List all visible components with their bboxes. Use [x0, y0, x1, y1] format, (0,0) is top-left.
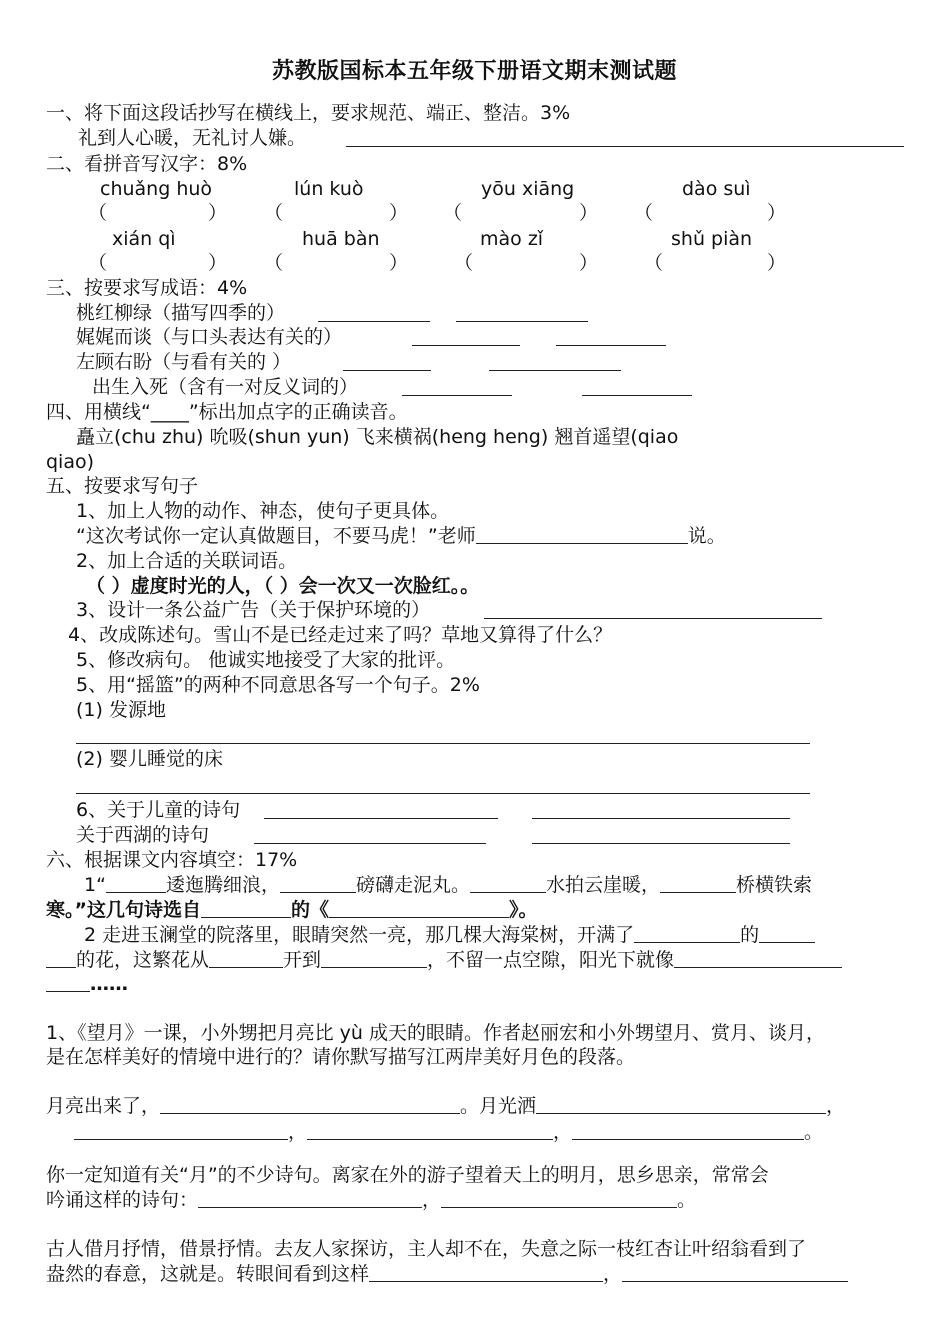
answer-blank[interactable]: [634, 924, 740, 943]
answer-paren-open: （: [264, 252, 284, 274]
answer-paren-open: （: [454, 252, 474, 274]
section-5-heading: 五、按要求写句子: [46, 475, 199, 497]
text: 逶迤腾细浪，: [165, 874, 280, 896]
answer-line[interactable]: [254, 843, 486, 844]
answer-blank[interactable]: [198, 1189, 422, 1208]
text: ，: [826, 1095, 846, 1117]
answer-line[interactable]: [76, 793, 810, 794]
answer-line[interactable]: [76, 743, 810, 744]
section-1-heading: 一、将下面这段话抄写在横线上，要求规范、端正、整洁。3%: [46, 102, 571, 124]
moon-fill-1: [46, 1094, 845, 1118]
question-5-6a: 6、关于儿童的诗句: [76, 799, 241, 821]
answer-blank[interactable]: [74, 1121, 288, 1140]
haitang-line-1: [84, 923, 815, 947]
answer-blank[interactable]: [307, 1121, 553, 1140]
answer-blank[interactable]: [476, 525, 688, 544]
text: 的花，这繁花从: [76, 949, 210, 971]
pinyin-item: yōu xiāng: [481, 178, 575, 200]
answer-line[interactable]: [532, 818, 790, 819]
pinyin-item: mào zǐ: [480, 228, 544, 250]
idiom-prompt: 娓娓而谈（与口头表达有关的）: [76, 326, 343, 348]
sentence-expand: [76, 524, 726, 548]
answer-blank[interactable]: [329, 899, 509, 918]
answer-blank[interactable]: [209, 949, 283, 968]
pinyin-item: chuǎng huò: [100, 178, 213, 200]
section-4-heading: 四、用横线“____”标出加点字的正确读音。: [46, 401, 408, 423]
last-para-2: [46, 1262, 848, 1286]
question-5-1: 1、加上人物的动作、神态，使句子更具体。: [76, 500, 450, 522]
pinyin-item: xián qì: [112, 228, 176, 250]
haitang-line-2: [46, 948, 842, 972]
section-2-heading: 二、看拼音写汉字：8%: [46, 153, 248, 175]
moon-intro-2: 是在怎样美好的情境中进行的？请你默写描写江两岸美好月色的段落。: [46, 1046, 636, 1068]
answer-paren-close: ）: [389, 202, 409, 224]
answer-blank[interactable]: [106, 874, 166, 893]
pinyin-item: shǔ piàn: [671, 228, 753, 250]
text: 吟诵这样的诗句：: [46, 1189, 199, 1211]
pronunciation-items-wrap: qiao): [46, 451, 95, 473]
text: 。月光洒: [460, 1095, 537, 1117]
text: 开到: [283, 949, 322, 971]
answer-blank[interactable]: [660, 874, 736, 893]
text: 桥横铁索: [735, 874, 812, 896]
text: 水拍云崖暖，: [545, 874, 660, 896]
text: 盎然的春意，这就是。转眼间看到这样: [46, 1263, 370, 1285]
text: ，不留一点空隙，阳光下就像: [427, 949, 675, 971]
pinyin-item: huā bàn: [302, 228, 380, 250]
answer-blank[interactable]: [622, 1263, 848, 1282]
copy-source-text: [78, 126, 306, 150]
poem-fill-line: [84, 873, 812, 897]
text: 磅礴走泥丸。: [355, 874, 470, 896]
answer-line[interactable]: [456, 321, 588, 322]
section-6-heading: 六、根据课文内容填空：17%: [46, 849, 298, 871]
text: 》。: [509, 899, 538, 921]
answer-line[interactable]: [484, 618, 822, 619]
question-5-5: 5、修改病句。 他诚实地接受了大家的批评。: [76, 649, 456, 671]
haitang-line-3: [46, 972, 128, 996]
answer-paren-open: （: [88, 202, 108, 224]
answer-line[interactable]: [412, 345, 520, 346]
moon-intro-1: 1、《望月》一课，小外甥把月亮比 yù 成天的眼睛。作者赵丽宏和小外甥望月、赏月、谈月，: [46, 1022, 825, 1044]
meaning-1: (1) 发源地: [76, 699, 166, 721]
page-title: 苏教版国标本五年级下册语文期末测试题: [272, 59, 678, 84]
text: 1“: [84, 874, 106, 896]
question-5-5b: 5、用“摇篮”的两种不同意思各写一个句子。2%: [76, 674, 480, 696]
ellipsis: ……: [90, 973, 128, 995]
answer-line[interactable]: [582, 395, 692, 396]
answer-blank[interactable]: [369, 1263, 603, 1282]
answer-paren-close: ）: [579, 252, 599, 274]
sentence-start: “这次考试你一定认真做题目，不要马虎！”老师: [76, 525, 476, 547]
answer-paren-close: ）: [767, 202, 787, 224]
answer-blank[interactable]: [759, 924, 815, 943]
answer-paren-open: （: [634, 202, 654, 224]
poem-fill: [46, 1188, 696, 1212]
answer-line[interactable]: [532, 843, 790, 844]
answer-blank[interactable]: [470, 874, 546, 893]
answer-line[interactable]: [402, 395, 512, 396]
text: 。: [804, 1121, 824, 1143]
answer-blank[interactable]: [674, 949, 842, 968]
answer-paren-open: （: [644, 252, 664, 274]
text: ，: [553, 1121, 573, 1143]
answer-paren-close: ）: [208, 202, 228, 224]
answer-blank[interactable]: [46, 949, 76, 968]
sentence-end: 说。: [687, 525, 726, 547]
conjunction-sentence: （ ）虚度时光的人，（ ）会一次又一次脸红。。: [86, 575, 480, 597]
poem-source-line: [46, 898, 538, 922]
answer-paren-close: ）: [767, 252, 787, 274]
answer-paren-open: （: [264, 202, 284, 224]
answer-paren-close: ）: [389, 252, 409, 274]
question-5-3: 3、设计一条公益广告（关于保护环境的）: [76, 599, 431, 621]
answer-blank[interactable]: [280, 874, 356, 893]
idiom-prompt: 桃红柳绿（描写四季的）: [76, 302, 286, 324]
answer-line[interactable]: [343, 370, 431, 371]
answer-line[interactable]: [556, 345, 666, 346]
answer-line[interactable]: [264, 818, 498, 819]
question-5-6b: 关于西湖的诗句: [76, 824, 210, 846]
answer-paren-open: （: [88, 252, 108, 274]
text: 月亮出来了，: [46, 1095, 161, 1117]
answer-blank[interactable]: [536, 1095, 826, 1114]
last-para-1: 古人借月抒情，借景抒情。去友人家探访，主人却不在，失意之际一枝红杏让叶绍翁看到了: [46, 1238, 807, 1260]
answer-blank[interactable]: [160, 1095, 460, 1114]
answer-blank[interactable]: [201, 899, 291, 918]
poem-intro-1: 你一定知道有关“月”的不少诗句。离家在外的游子望着天上的明月，思乡思亲，常常会: [46, 1164, 769, 1186]
section-3-heading: 三、按要求写成语：4%: [46, 277, 248, 299]
answer-paren-close: ）: [208, 252, 228, 274]
text: 的《: [291, 899, 330, 921]
text: ，: [603, 1263, 623, 1285]
answer-blank[interactable]: [441, 1189, 677, 1208]
answer-blank[interactable]: [321, 949, 427, 968]
text: 。: [677, 1189, 697, 1211]
answer-blank[interactable]: [572, 1121, 804, 1140]
answer-paren-open: （: [443, 202, 463, 224]
text: ，: [288, 1121, 308, 1143]
answer-blank[interactable]: [46, 973, 90, 992]
answer-line[interactable]: [318, 321, 430, 322]
meaning-2: (2) 婴儿睡觉的床: [76, 748, 223, 770]
question-5-2: 2、加上合适的关联词语。: [76, 550, 298, 572]
text: 2 走进玉澜堂的院落里，眼睛突然一亮，那几棵大海棠树，开满了: [84, 924, 635, 946]
pinyin-item: lún kuò: [294, 178, 364, 200]
text: ，: [422, 1189, 442, 1211]
text: 的: [740, 924, 760, 946]
idiom-prompt: 左顾右盼（与看有关的 ）: [76, 351, 292, 373]
pronunciation-items: 矗立(chu zhu) 吮吸(shun yun) 飞来横祸(heng heng) 翘首遥望(qiao: [76, 426, 679, 448]
text: 寒。”这几句诗选自: [46, 899, 201, 921]
answer-line[interactable]: [489, 370, 621, 371]
copy-answer-line[interactable]: [346, 146, 904, 147]
pinyin-item: dào suì: [682, 178, 751, 200]
proverb-text: 礼到人心暖，无礼讨人嫌。: [78, 127, 307, 149]
moon-fill-2: [74, 1120, 823, 1144]
idiom-prompt: 出生入死（含有一对反义词的）: [92, 376, 359, 398]
answer-paren-close: ）: [579, 202, 599, 224]
question-5-4: 4、改成陈述句。雪山不是已经走过来了吗？草地又算得了什么？: [68, 624, 613, 646]
